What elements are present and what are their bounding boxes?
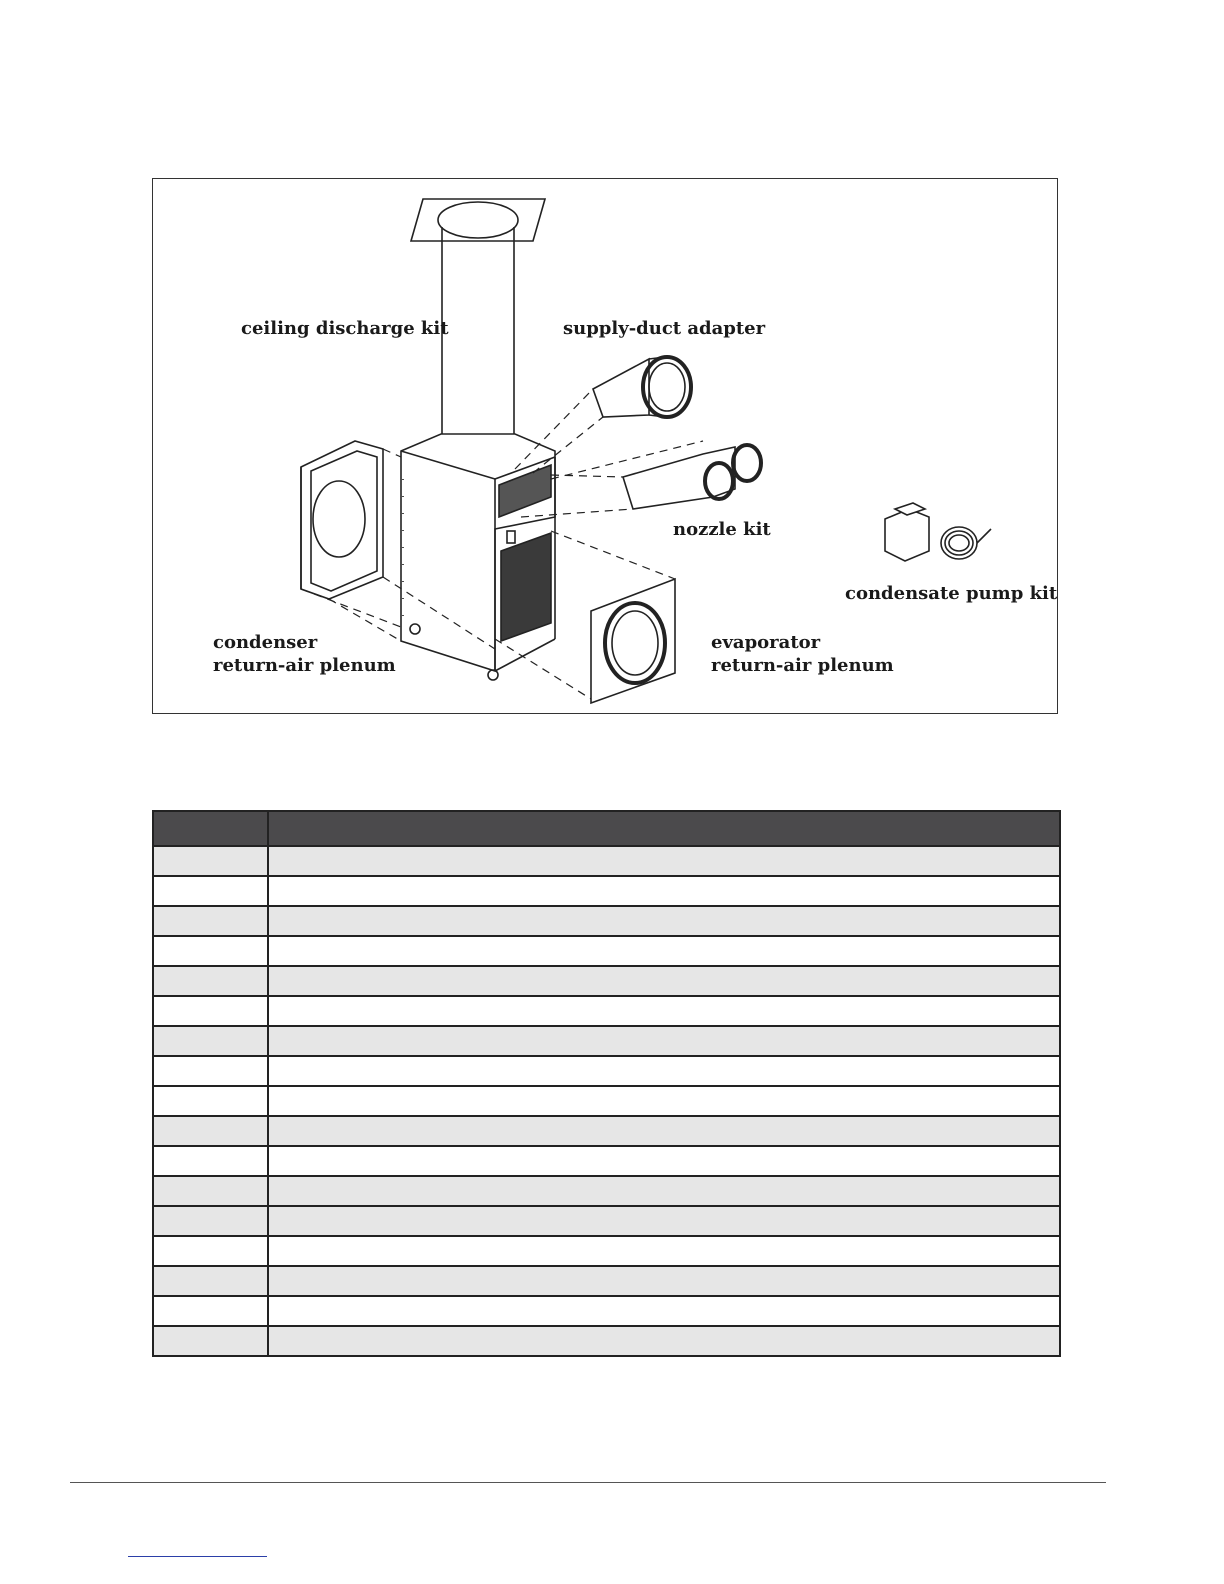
accessories-figure [152, 178, 1058, 714]
supply-duct-adapter-drawing [593, 357, 691, 417]
table-row [153, 876, 1060, 906]
table-cell [153, 996, 268, 1026]
condenser-label-line2: return-air plenum [213, 655, 396, 676]
nozzle-kit-drawing [623, 445, 761, 509]
table-cell [268, 1266, 1060, 1296]
table-row [153, 846, 1060, 876]
table-header-cell [268, 811, 1060, 846]
nozzle-kit-label: nozzle kit [673, 519, 771, 540]
table-cell [268, 1056, 1060, 1086]
table-row [153, 1206, 1060, 1236]
table-row [153, 1326, 1060, 1356]
table-cell [268, 876, 1060, 906]
table-row [153, 906, 1060, 936]
ceiling-discharge-kit-label: ceiling discharge kit [241, 318, 449, 339]
table-cell [268, 1206, 1060, 1236]
table-cell [268, 1296, 1060, 1326]
table-cell [153, 966, 268, 996]
table-header-row [153, 811, 1060, 846]
table-row [153, 1056, 1060, 1086]
table-cell [268, 966, 1060, 996]
table-row [153, 1026, 1060, 1056]
table-header-cell [153, 811, 268, 846]
table-cell [268, 1236, 1060, 1266]
evaporator-label-line1: evaporator [711, 632, 821, 653]
table-cell [153, 846, 268, 876]
table-cell [268, 996, 1060, 1026]
table-cell [153, 1086, 268, 1116]
table-row [153, 1296, 1060, 1326]
evaporator-plenum-label [711, 631, 894, 677]
table-row [153, 1146, 1060, 1176]
table-row [153, 966, 1060, 996]
condensate-pump-kit-drawing [885, 503, 991, 561]
table-cell [153, 1206, 268, 1236]
evaporator-label-line2: return-air plenum [711, 655, 894, 676]
table-row [153, 936, 1060, 966]
footer-divider [70, 1482, 1106, 1483]
table-cell [153, 906, 268, 936]
table-cell [268, 1086, 1060, 1116]
table-cell [268, 1116, 1060, 1146]
table-cell [268, 1176, 1060, 1206]
table-cell [153, 1296, 268, 1326]
table-cell [153, 936, 268, 966]
table-cell [153, 1116, 268, 1146]
condenser-plenum-label [213, 631, 396, 677]
table-cell [153, 1266, 268, 1296]
condenser-label-line1: condenser [213, 632, 318, 653]
table-cell [153, 1326, 268, 1356]
table-row [153, 1086, 1060, 1116]
table-cell [268, 1026, 1060, 1056]
table-cell [268, 1326, 1060, 1356]
air-conditioner-unit-drawing [401, 434, 555, 680]
condenser-plenum-drawing [301, 441, 383, 599]
condensate-pump-kit-label: condensate pump kit [845, 583, 1058, 604]
table-cell [268, 936, 1060, 966]
parts-table [152, 810, 1061, 1357]
table-row [153, 1266, 1060, 1296]
table-row [153, 1176, 1060, 1206]
table-row [153, 996, 1060, 1026]
supply-duct-adapter-label: supply-duct adapter [563, 318, 766, 339]
table-cell [153, 1026, 268, 1056]
table-cell [153, 876, 268, 906]
table-cell [268, 846, 1060, 876]
table-cell [153, 1056, 268, 1086]
table-cell [153, 1236, 268, 1266]
table-row [153, 1116, 1060, 1146]
evaporator-plenum-drawing [591, 579, 675, 703]
table-row [153, 1236, 1060, 1266]
table-cell [268, 1146, 1060, 1176]
table-cell [268, 906, 1060, 936]
footer-link-underline[interactable] [128, 1556, 267, 1557]
table-cell [153, 1176, 268, 1206]
table-cell [153, 1146, 268, 1176]
